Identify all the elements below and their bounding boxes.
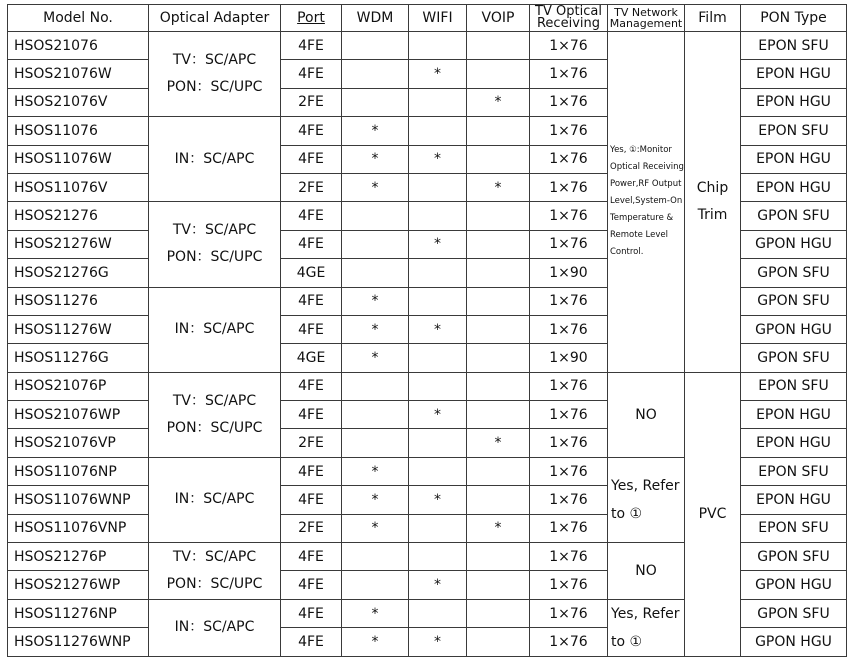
- voip-cell: *: [467, 173, 530, 201]
- model-cell: HSOS21276WP: [8, 571, 149, 599]
- pon-type-cell: EPON SFU: [741, 372, 847, 400]
- pon-type-cell: EPON HGU: [741, 429, 847, 457]
- port-cell: 4FE: [281, 401, 342, 429]
- port-cell: 4GE: [281, 259, 342, 287]
- wifi-cell: [409, 88, 467, 116]
- port-cell: 4FE: [281, 486, 342, 514]
- model-cell: HSOS21276: [8, 202, 149, 230]
- tv-optical-cell: 1×76: [530, 145, 608, 173]
- model-cell: HSOS21076: [8, 32, 149, 60]
- adapter-in-line: IN：SC/APC: [174, 491, 255, 508]
- model-cell: HSOS11076WNP: [8, 486, 149, 514]
- voip-cell: [467, 372, 530, 400]
- film-trim-line: Trim: [697, 206, 728, 223]
- pon-type-cell: GPON SFU: [741, 344, 847, 372]
- model-cell: HSOS11076VNP: [8, 514, 149, 542]
- model-cell: HSOS11276NP: [8, 599, 149, 628]
- port-cell: 4FE: [281, 599, 342, 628]
- tv-optical-cell: 1×76: [530, 315, 608, 343]
- wdm-cell: [342, 571, 409, 599]
- wdm-cell: *: [342, 315, 409, 343]
- wifi-cell: [409, 457, 467, 485]
- voip-cell: [467, 571, 530, 599]
- adapter-cell: [149, 372, 281, 457]
- film-chip-line: Chip: [696, 179, 729, 196]
- adapter-pon-line: PON：SC/UPC: [166, 419, 263, 436]
- voip-cell: [467, 599, 530, 628]
- wifi-cell: *: [409, 628, 467, 657]
- model-cell: HSOS21276W: [8, 230, 149, 258]
- header-wdm: WDM: [342, 5, 409, 32]
- header-model: Model No.: [8, 5, 149, 32]
- mgmt-cell: Yes, Refer to ①: [608, 599, 685, 656]
- port-cell: 4FE: [281, 543, 342, 571]
- voip-cell: [467, 32, 530, 60]
- wifi-cell: [409, 259, 467, 287]
- pon-type-cell: GPON SFU: [741, 259, 847, 287]
- tv-optical-cell: 1×76: [530, 429, 608, 457]
- wdm-cell: [342, 372, 409, 400]
- wdm-cell: *: [342, 287, 409, 315]
- table-row: [8, 32, 847, 60]
- adapter-cell: [149, 117, 281, 202]
- port-cell: 2FE: [281, 514, 342, 542]
- voip-cell: [467, 230, 530, 258]
- port-cell: 4FE: [281, 32, 342, 60]
- wdm-cell: [342, 401, 409, 429]
- voip-cell: [467, 628, 530, 657]
- wifi-cell: *: [409, 230, 467, 258]
- header-mgmt: TV Network Management: [608, 5, 685, 32]
- header-tv-optical: TV Optical Receiving: [530, 5, 608, 32]
- pon-type-cell: GPON HGU: [741, 628, 847, 657]
- table-row: [8, 372, 847, 400]
- header-port: Port: [281, 5, 342, 32]
- voip-cell: *: [467, 429, 530, 457]
- wifi-cell: *: [409, 60, 467, 88]
- tv-optical-cell: 1×76: [530, 514, 608, 542]
- wdm-cell: [342, 60, 409, 88]
- adapter-in-line: IN：SC/APC: [174, 150, 255, 167]
- header-film: Film: [685, 5, 741, 32]
- tv-optical-cell: 1×76: [530, 457, 608, 485]
- tv-optical-cell: 1×76: [530, 599, 608, 628]
- tv-optical-cell: 1×76: [530, 543, 608, 571]
- port-cell: 4FE: [281, 372, 342, 400]
- model-cell: HSOS11276G: [8, 344, 149, 372]
- model-cell: HSOS11276W: [8, 315, 149, 343]
- model-cell: HSOS11076: [8, 117, 149, 145]
- tv-optical-cell: 1×76: [530, 486, 608, 514]
- wifi-cell: *: [409, 315, 467, 343]
- wifi-cell: [409, 173, 467, 201]
- pon-type-cell: GPON SFU: [741, 287, 847, 315]
- port-cell: 2FE: [281, 173, 342, 201]
- wdm-cell: *: [342, 628, 409, 657]
- header-row: [8, 5, 847, 32]
- mgmt-cell: Yes, Refer to ①: [608, 457, 685, 542]
- mgmt-cell: Yes, ①:Monitor Optical Receiving Power,RF Output Level,System-On Temperature & Remote Level Control.: [608, 32, 685, 373]
- voip-cell: [467, 117, 530, 145]
- pon-type-cell: EPON SFU: [741, 117, 847, 145]
- pon-type-cell: GPON SFU: [741, 599, 847, 628]
- pon-type-cell: EPON HGU: [741, 88, 847, 116]
- model-cell: HSOS11076NP: [8, 457, 149, 485]
- wifi-cell: *: [409, 145, 467, 173]
- wifi-cell: [409, 372, 467, 400]
- adapter-cell: [149, 32, 281, 117]
- wdm-cell: [342, 202, 409, 230]
- port-cell: 4FE: [281, 315, 342, 343]
- pon-type-cell: EPON SFU: [741, 457, 847, 485]
- voip-cell: [467, 202, 530, 230]
- adapter-in-line: IN：SC/APC: [174, 619, 255, 636]
- tv-optical-cell: 1×76: [530, 571, 608, 599]
- port-cell: 2FE: [281, 429, 342, 457]
- model-cell: HSOS21076V: [8, 88, 149, 116]
- voip-cell: [467, 543, 530, 571]
- pon-type-cell: GPON SFU: [741, 202, 847, 230]
- wifi-cell: *: [409, 401, 467, 429]
- tv-optical-cell: 1×76: [530, 117, 608, 145]
- wifi-cell: [409, 32, 467, 60]
- voip-cell: *: [467, 514, 530, 542]
- pon-type-cell: EPON SFU: [741, 32, 847, 60]
- adapter-tv-line: TV：SC/APC: [172, 548, 257, 565]
- wifi-cell: [409, 202, 467, 230]
- wdm-cell: *: [342, 145, 409, 173]
- mgmt-cell: NO: [608, 372, 685, 457]
- adapter-tv-line: TV：SC/APC: [172, 52, 257, 69]
- wdm-cell: *: [342, 344, 409, 372]
- port-cell: 2FE: [281, 88, 342, 116]
- header-wifi: WIFI: [409, 5, 467, 32]
- pon-type-cell: GPON HGU: [741, 230, 847, 258]
- tv-optical-cell: 1×76: [530, 173, 608, 201]
- model-cell: HSOS11276: [8, 287, 149, 315]
- pon-type-cell: EPON HGU: [741, 173, 847, 201]
- tv-optical-cell: 1×76: [530, 60, 608, 88]
- adapter-cell: [149, 287, 281, 372]
- tv-optical-cell: 1×76: [530, 401, 608, 429]
- tv-optical-cell: 1×76: [530, 372, 608, 400]
- port-cell: 4GE: [281, 344, 342, 372]
- tv-optical-cell: 1×90: [530, 259, 608, 287]
- pon-type-cell: EPON HGU: [741, 145, 847, 173]
- tv-optical-cell: 1×76: [530, 202, 608, 230]
- port-cell: 4FE: [281, 60, 342, 88]
- wdm-cell: [342, 32, 409, 60]
- wdm-cell: *: [342, 599, 409, 628]
- adapter-cell: [149, 543, 281, 600]
- tv-optical-cell: 1×76: [530, 32, 608, 60]
- adapter-pon-line: PON：SC/UPC: [166, 79, 263, 96]
- tv-optical-cell: 1×76: [530, 287, 608, 315]
- wifi-cell: [409, 514, 467, 542]
- pon-type-cell: EPON HGU: [741, 401, 847, 429]
- adapter-cell: [149, 202, 281, 287]
- port-cell: 4FE: [281, 287, 342, 315]
- wifi-cell: *: [409, 486, 467, 514]
- wifi-cell: [409, 543, 467, 571]
- adapter-tv-line: TV：SC/APC: [172, 392, 257, 409]
- adapter-pon-line: PON：SC/UPC: [166, 249, 263, 266]
- model-cell: HSOS21076WP: [8, 401, 149, 429]
- wdm-cell: *: [342, 514, 409, 542]
- voip-cell: [467, 145, 530, 173]
- model-cell: HSOS21076P: [8, 372, 149, 400]
- port-cell: 4FE: [281, 230, 342, 258]
- model-cell: HSOS21276P: [8, 543, 149, 571]
- voip-cell: [467, 60, 530, 88]
- film-cell: [685, 32, 741, 373]
- header-pon: PON Type: [741, 5, 847, 32]
- model-cell: HSOS11076V: [8, 173, 149, 201]
- tv-optical-cell: 1×76: [530, 88, 608, 116]
- tv-optical-cell: 1×76: [530, 628, 608, 657]
- wdm-cell: [342, 259, 409, 287]
- wdm-cell: [342, 543, 409, 571]
- product-spec-table: [7, 4, 847, 657]
- port-cell: 4FE: [281, 202, 342, 230]
- wdm-cell: *: [342, 486, 409, 514]
- model-cell: HSOS21076VP: [8, 429, 149, 457]
- voip-cell: [467, 315, 530, 343]
- wdm-cell: [342, 429, 409, 457]
- tv-optical-cell: 1×90: [530, 344, 608, 372]
- port-cell: 4FE: [281, 145, 342, 173]
- pon-type-cell: EPON HGU: [741, 60, 847, 88]
- adapter-pon-line: PON：SC/UPC: [166, 575, 263, 592]
- voip-cell: [467, 401, 530, 429]
- voip-cell: [467, 287, 530, 315]
- wifi-cell: *: [409, 571, 467, 599]
- wifi-cell: [409, 599, 467, 628]
- adapter-tv-line: TV：SC/APC: [172, 222, 257, 239]
- port-cell: 4FE: [281, 628, 342, 657]
- voip-cell: [467, 486, 530, 514]
- wifi-cell: [409, 344, 467, 372]
- port-cell: 4FE: [281, 117, 342, 145]
- wifi-cell: [409, 287, 467, 315]
- model-cell: HSOS11076W: [8, 145, 149, 173]
- voip-cell: *: [467, 88, 530, 116]
- model-cell: HSOS21276G: [8, 259, 149, 287]
- tv-optical-cell: 1×76: [530, 230, 608, 258]
- voip-cell: [467, 344, 530, 372]
- pon-type-cell: EPON HGU: [741, 486, 847, 514]
- wdm-cell: *: [342, 117, 409, 145]
- pon-type-cell: GPON HGU: [741, 571, 847, 599]
- adapter-cell: [149, 599, 281, 656]
- pon-type-cell: EPON SFU: [741, 514, 847, 542]
- voip-cell: [467, 457, 530, 485]
- voip-cell: [467, 259, 530, 287]
- film-cell: [685, 372, 741, 656]
- adapter-cell: [149, 457, 281, 542]
- wifi-cell: [409, 117, 467, 145]
- model-cell: HSOS21076W: [8, 60, 149, 88]
- wdm-cell: *: [342, 173, 409, 201]
- model-cell: HSOS11276WNP: [8, 628, 149, 657]
- film-pvc-line: PVC: [698, 505, 727, 522]
- header-voip: VOIP: [467, 5, 530, 32]
- wifi-cell: [409, 429, 467, 457]
- adapter-in-line: IN：SC/APC: [174, 321, 255, 338]
- pon-type-cell: GPON HGU: [741, 315, 847, 343]
- port-cell: 4FE: [281, 571, 342, 599]
- wdm-cell: *: [342, 457, 409, 485]
- port-cell: 4FE: [281, 457, 342, 485]
- wdm-cell: [342, 230, 409, 258]
- mgmt-cell: NO: [608, 543, 685, 600]
- header-adapter: Optical Adapter: [149, 5, 281, 32]
- wdm-cell: [342, 88, 409, 116]
- pon-type-cell: GPON SFU: [741, 543, 847, 571]
